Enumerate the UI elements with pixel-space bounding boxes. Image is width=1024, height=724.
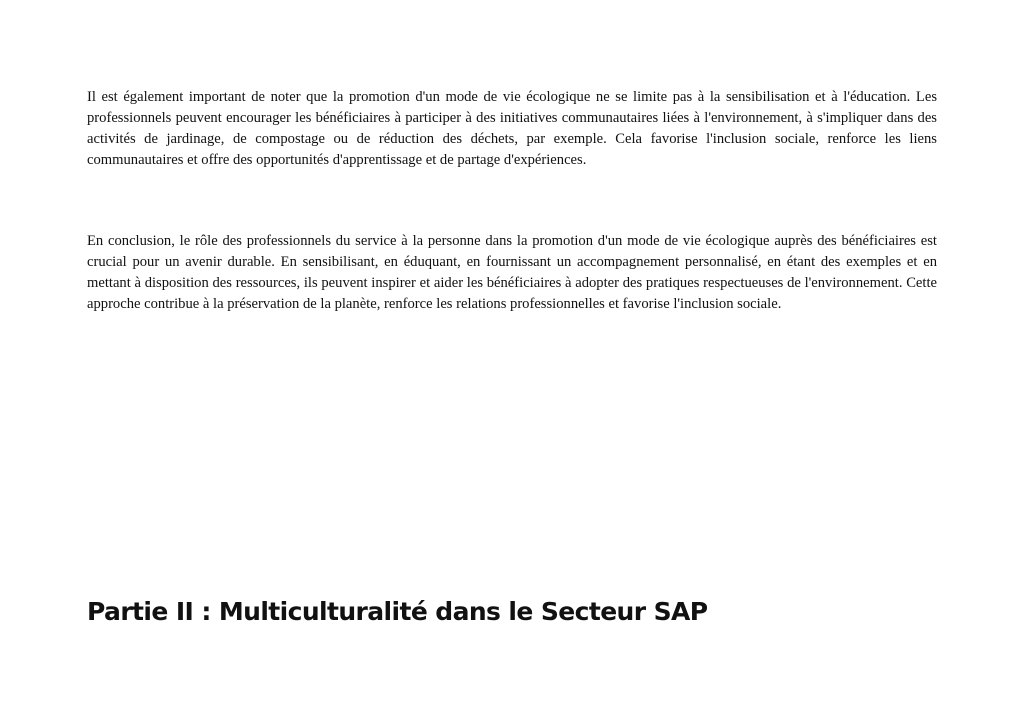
body-paragraph: Il est également important de noter que la promotion d'un mode de vie écologique ne se limite pas à la sensibilisation et à l'éducation. Les professionnels peuvent encourager les bénéficiaires à participer à des initiatives communautaires liées à l'environnement, à s'impliquer dans des activités de jardinage, de compostage ou de réduction des déchets, par exemple. Cela favorise l'inclusion sociale, renforce les liens communautaires et offre des opportunités d'apprentissage et de partage d'expériences. <box>87 89 937 168</box>
conclusion-paragraph: En conclusion, le rôle des professionnels du service à la personne dans la promotion d'un mode de vie écologique auprès des bénéficiaires est crucial pour un avenir durable. En sensibilisant, en éduquant, en fournissant un accompagnement personnalisé, en étant des exemples et en mettant à disposition des ressources, ils peuvent inspirer et aider les bénéficiaires à adopter des pratiques respectueuses de l'environnement. Cette approche contribue à la préservation de la planète, renforce les relations professionnelles et favorise l'inclusion sociale. <box>87 233 937 312</box>
section-heading: Partie II : Multiculturalité dans le Secteur SAP <box>87 597 708 626</box>
